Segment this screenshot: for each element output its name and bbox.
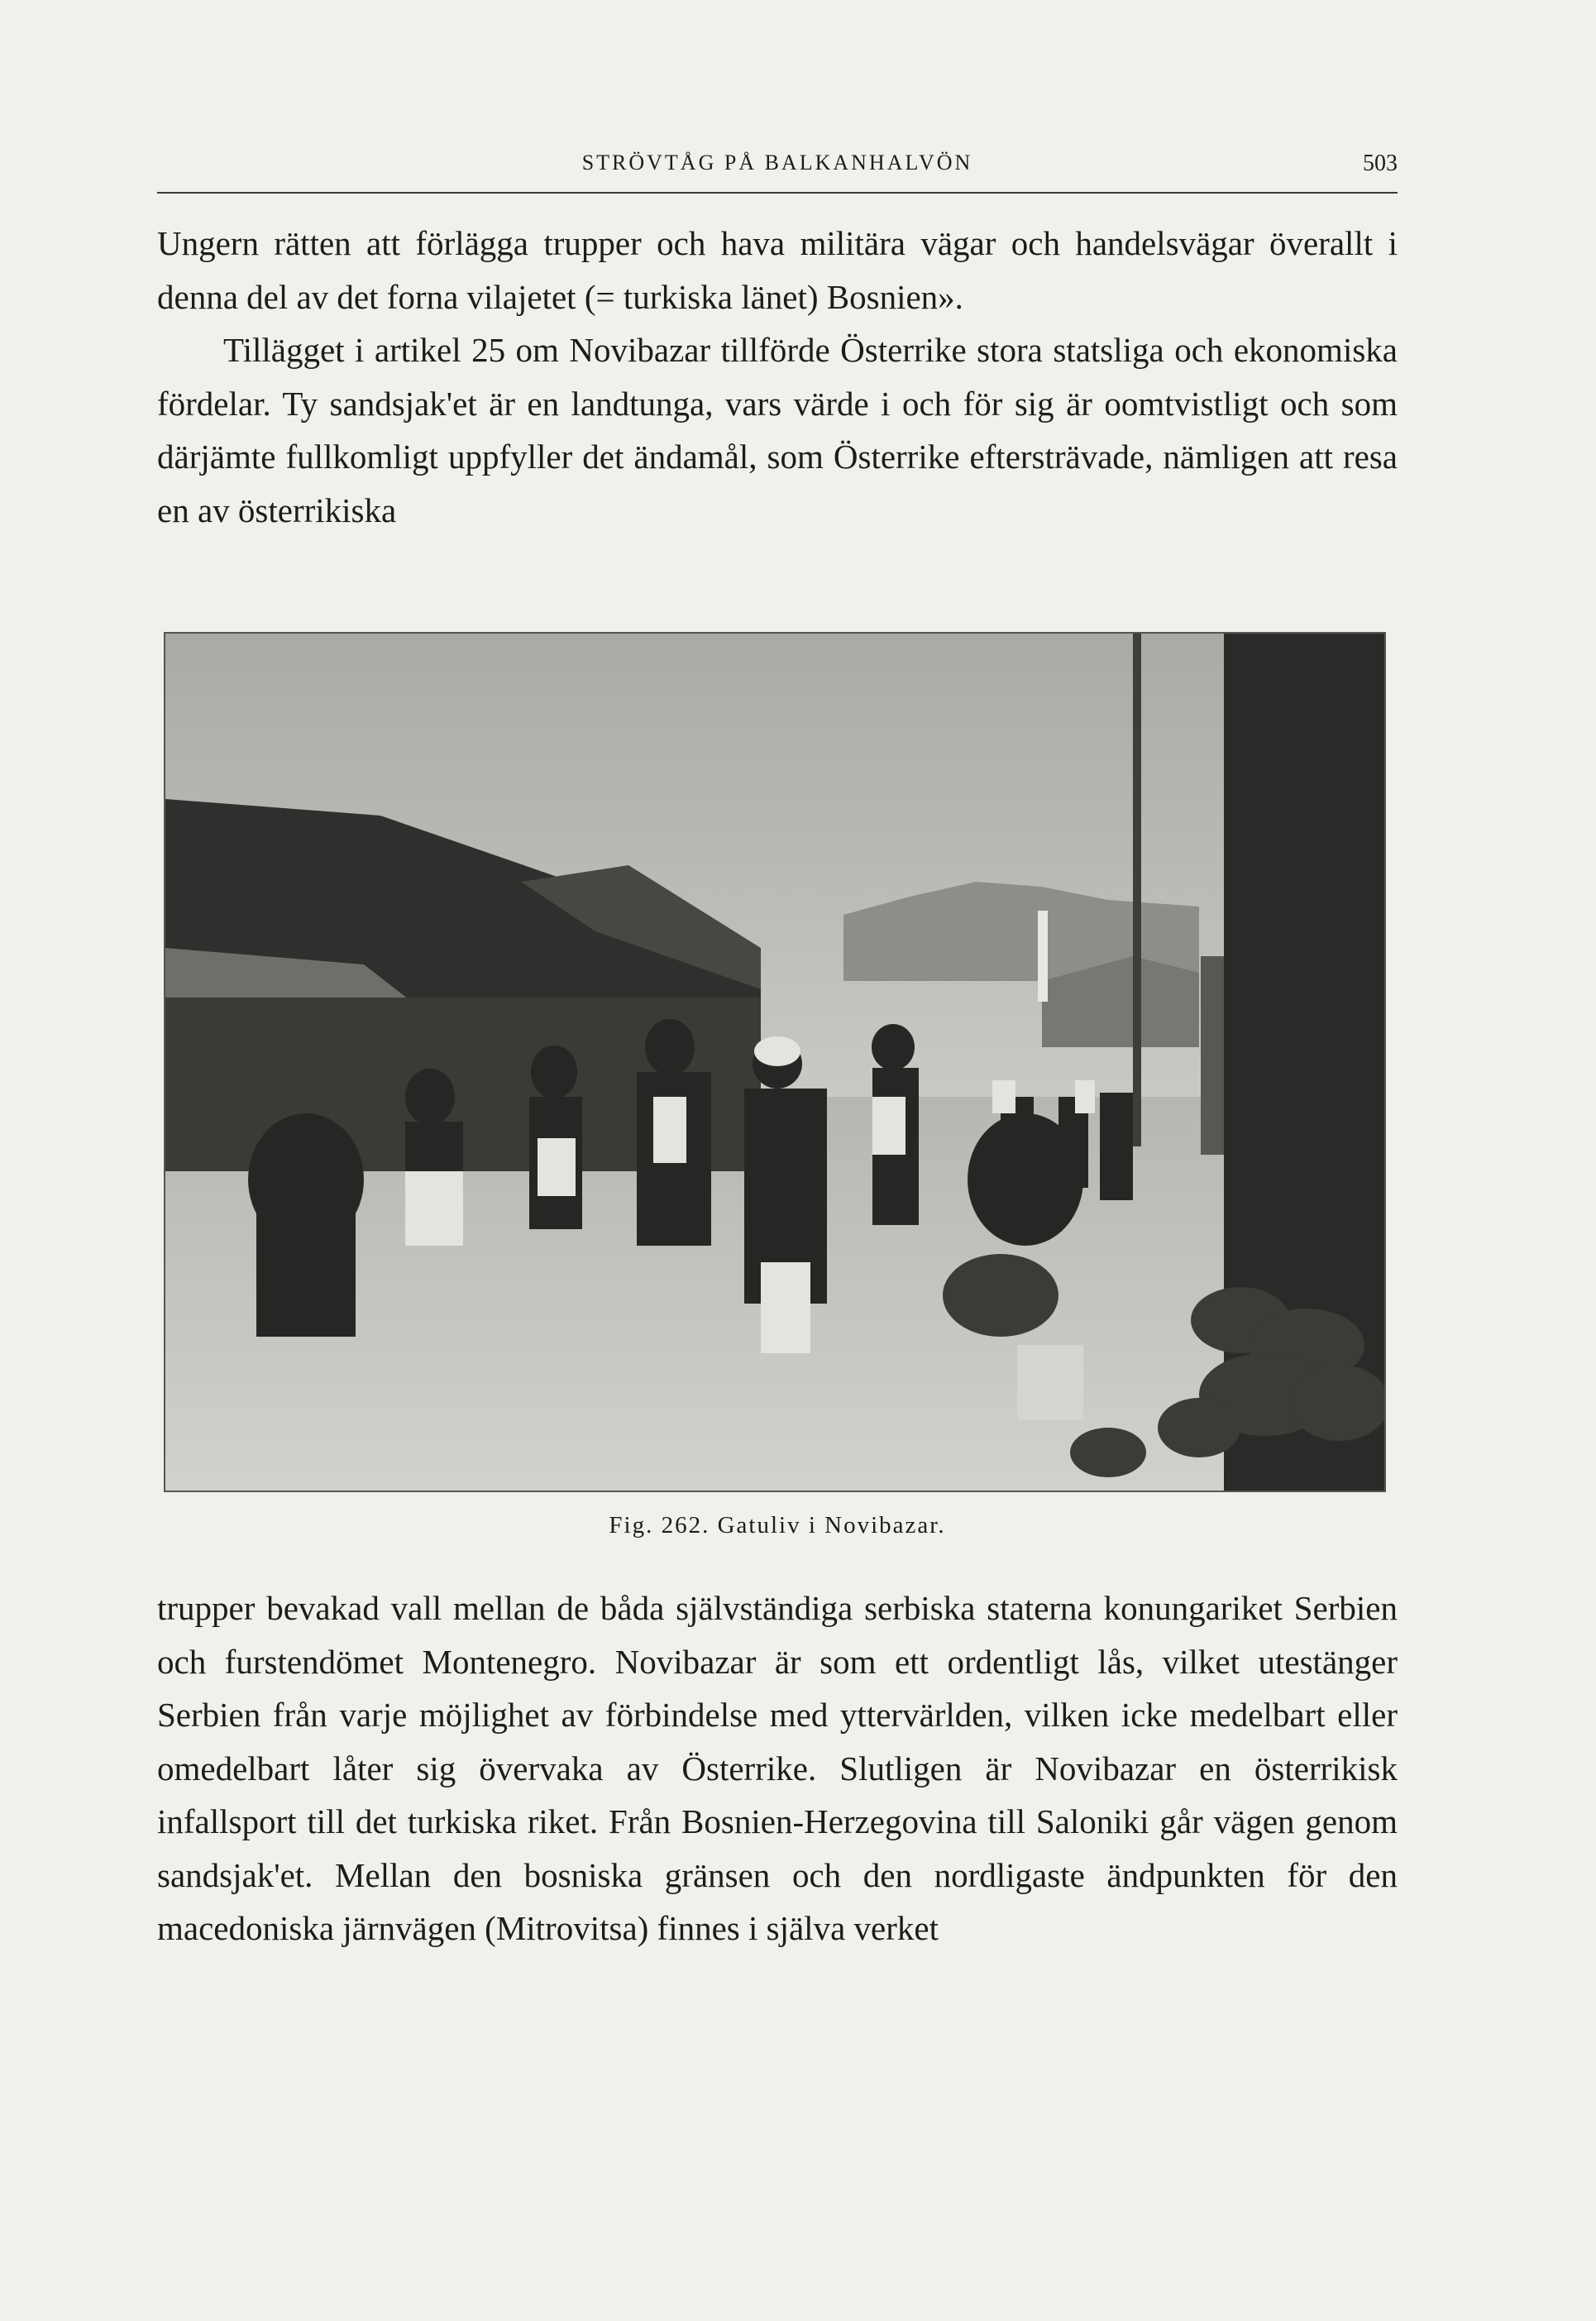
figure-caption: Fig. 262. Gatuliv i Novibazar. [609, 1512, 946, 1539]
paragraph: Tillägget i artikel 25 om Novibazar tillförde Österrike stora statsliga och ekonomiska fördelar. Ty sandsjak'et är en landtunga, vars värde i och för sig är oomtvistligt och som därjämte fullkomligt uppfyller det ändamål, som Österrike eftersträvade, nämligen att resa en av österrikiska [157, 331, 1398, 529]
minaret [1038, 911, 1048, 1002]
body-text-bottom [157, 1582, 1398, 1955]
paragraph: trupper bevakad vall mellan de båda självständiga serbiska staterna konungariket Serbien och furstendömet Montenegro. Novibazar är som ett ordentligt lås, vilket utestänger Serbien från varje möjlighet av förbindelse med yttervärlden, vilken icke medelbart eller omedelbart låter sig övervaka av Österrike. Slutligen är Novibazar en österrikisk infallsport till det turkiska riket. Från Bosnien-Herzegovina till Saloniki går vägen genom sandsjak'et. Mellan den bosniska gränsen och den nordligaste ändpunkten för den macedoniska järnvägen (Mitrovitsa) finnes i själva verket [157, 1589, 1398, 1947]
body-text-top [157, 217, 1398, 537]
running-title: STRÖVTÅG PÅ BALKANHALVÖN [581, 151, 973, 175]
photograph-illustration [165, 634, 1384, 1491]
telegraph-pole [1133, 634, 1141, 1146]
tin-can [1017, 1345, 1083, 1419]
paragraph: Ungern rätten att förlägga trupper och hava militära vägar och handelsvägar överallt i denna del av det forna vilajetet (= turkiska länet) Bosnien». [157, 224, 1398, 316]
street-scene-photograph [164, 632, 1386, 1492]
page-number: 503 [1363, 151, 1398, 176]
gate-pillar [1201, 956, 1224, 1155]
page-header [157, 151, 1398, 194]
